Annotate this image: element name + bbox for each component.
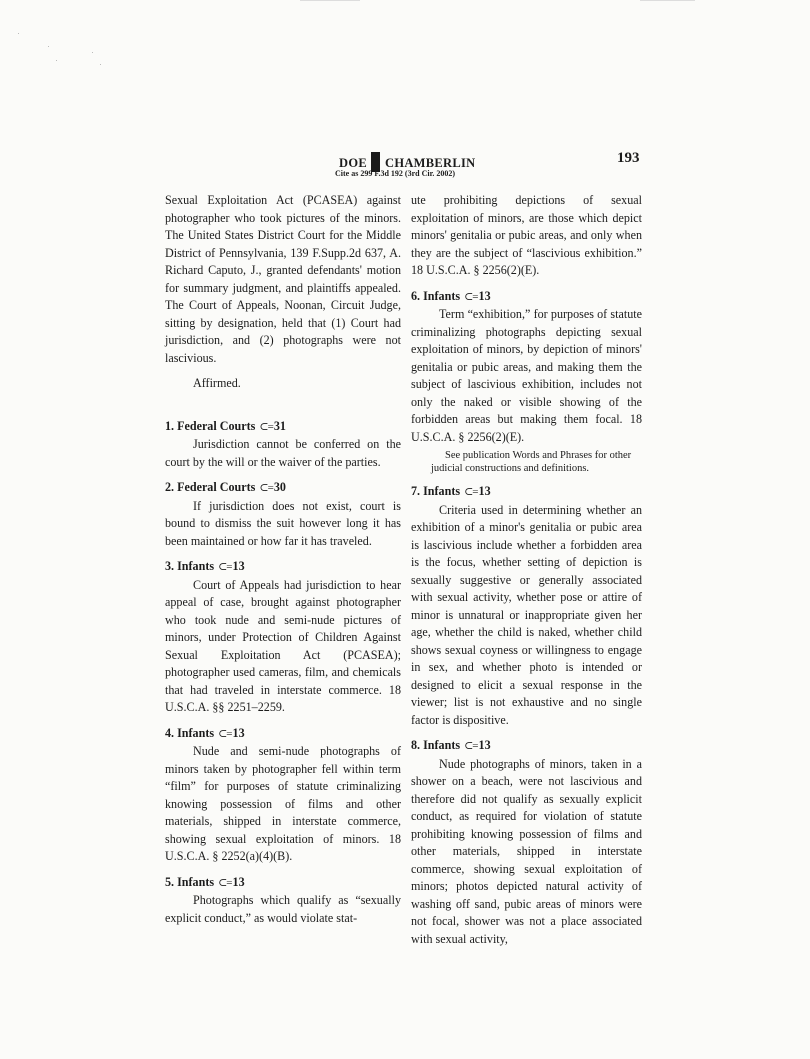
headnote [411,483,642,729]
disposition: Affirmed. [193,376,241,390]
headnote-heading: 7. Infants ⊂=13 [411,484,491,498]
headnote-text: Court of Appeals had jurisdiction to hear appeal of case, brought against photographer who took nude and semi-nude pictures of minors, under Protection of Children Against Sexual Exploitation Act (PCASEA); photographer used cameras, film, and chemicals that had traveled in interstate commerce. 18 U.S.C.A. §§ 2251–2259. [165,577,401,714]
headnote [165,558,401,717]
scan-edge-line [640,0,695,1]
continuation-text: ute prohibiting depictions of sexual exploitation of minors, are those which depict minors' genitalia or pubic areas, and only when they are the subject of “lascivious exhibition.” 18 U.S.C.A. § 2256(2)(E). [411,193,642,277]
key-number-icon: ⊂= [464,740,478,752]
key-number-icon: ⊂= [464,486,478,498]
headnote-text: Criteria used in determining whether an exhibition of a minor's genitalia or pubic area is lascivious include whether a forbidden area is the focus, whether setting of depiction is sexually suggestive or generally associated with sexual activity, whether pose or attire of minor is unnatural or inappropriate given her age, whether the child is naked, whether child shows sexual coyness or willingness to engage in sex, and whether photo is intended or designed to elicit a sexual response in the viewer; list is not exhaustive and no single factor is dispositive. [411,502,642,727]
headnote-text: If jurisdiction does not exist, court is bound to dismiss the suit however long it has been maintained or how far it has traveled. [165,498,401,548]
left-party: DOE [339,156,367,170]
headnote [165,874,401,928]
left-column [165,192,401,927]
headnote-heading: 8. Infants ⊂=13 [411,738,491,752]
right-party: CHAMBERLIN [385,156,476,170]
key-number-icon: ⊂= [259,420,273,433]
headnote [165,725,401,866]
headnote [165,479,401,550]
key-number-icon: ⊂= [218,561,232,573]
right-column [411,192,642,948]
headnote-heading: 5. Infants ⊂=13 [165,874,245,889]
headnote-text: Nude photographs of minors, taken in a shower on a beach, were not lascivious and therefore did not qualify as sexually explicit conduct, as required for violation of statute prohibiting knowing possession of films and other materials, shipped in interstate commerce, showing sexual exploitation of minors; photos depicted natural activity of washing off sand, pubic areas of minors were not focal, shower was not a place associated with sexual activity, [411,756,642,946]
headnote-heading: 1. Federal Courts ⊂=31 [165,418,286,433]
headnote-text: Term “exhibition,” for purposes of statute criminalizing photographs depicting sexual exploitation of minors, by depiction of minors' genitalia or pubic areas, and making them the subject of lascivious exhibition, includes not only the naked or visible showing of the forbidden areas but making them focal. 18 U.S.C.A. § 2256(2)(E). [411,307,642,444]
key-number-icon: ⊂= [218,727,232,740]
headnote [411,737,642,948]
key-number-icon: ⊂= [259,482,273,494]
headnote-heading: 3. Infants ⊂=13 [165,559,245,573]
scan-edge-line [300,0,360,1]
headnote-text: Photographs which qualify as “sexually explicit conduct,” as would violate stat- [165,893,401,925]
headnote-text: Jurisdiction cannot be conferred on the court by the will or the waiver of the parties. [165,437,401,469]
key-number-icon: ⊂= [218,876,232,889]
citation-line: Cite as 299 F.3d 192 (3rd Cir. 2002) [335,169,456,178]
words-and-phrases-note: See publication Words and Phrases for other judicial constructions and definitions. [431,450,632,474]
headnote-text: Nude and semi-nude photographs of minors taken by photographer fell within term “film” for purposes of statute criminalizing knowing possession of films and other materials, shipped in interstate commerce, showing sexual exploitation of minors. 18 U.S.C.A. § 2252(a)(4)(B). [165,744,401,863]
headnote-heading: 4. Infants ⊂=13 [165,725,245,740]
key-number-icon: ⊂= [464,290,478,303]
synopsis: Sexual Exploitation Act (PCASEA) against photographer who took pictures of the minors. The United States District Court for the Middle District of Pennsylvania, 139 F.Supp.2d 637, A. Richard Caputo, J., granted defendants' motion for summary judgment, and plaintiffs appealed. The Court of Appeals, Noonan, Circuit Judge, sitting by designation, held that (1) Court had jurisdiction, and (2) photographs were not lascivious. [165,193,401,365]
headnote-heading: 6. Infants ⊂=13 [411,288,491,303]
headnote-heading: 2. Federal Courts ⊂=30 [165,480,286,494]
page-number: 193 [617,150,640,166]
running-header [0,150,810,190]
headnote [165,418,401,472]
headnote [411,288,642,476]
